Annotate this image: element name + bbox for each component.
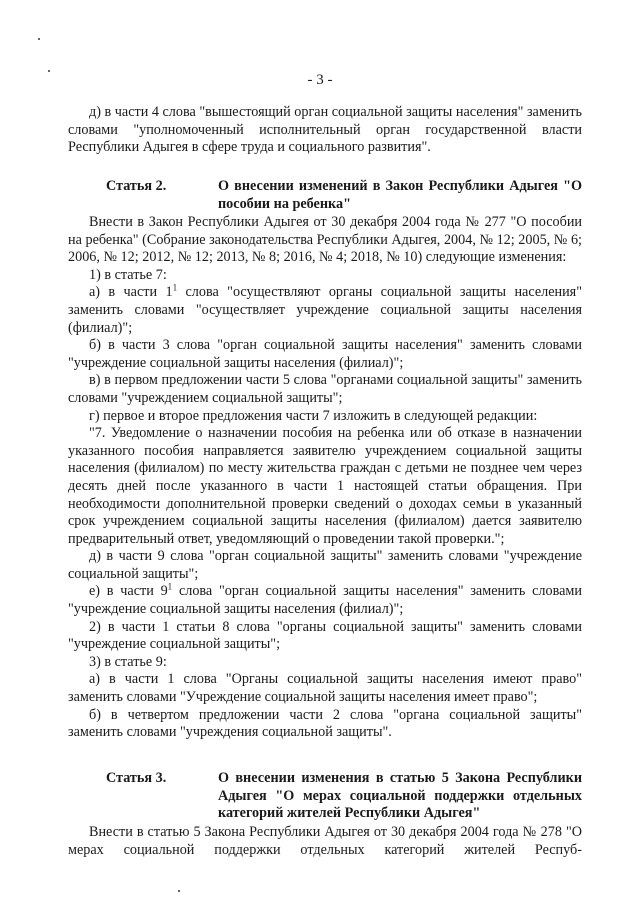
scan-speck	[38, 38, 40, 40]
paragraph: 1) в статье 7:	[89, 266, 167, 283]
paragraph: г) первое и второе предложения части 7 изложить в следующей редакции:	[89, 407, 538, 424]
paragraph: б) в четвертом предложении части 2 слова "органа социальной защиты" заменить словами "учреждения социальной защиты".	[68, 706, 582, 741]
paragraph: в) в первом предложении части 5 слова "органами социальной защиты" заменить словами "учреждением социальной защиты";	[68, 372, 582, 406]
paragraph-block-3	[68, 824, 582, 859]
text-fragment: слова "осуществляют органы социальной защиты населения" заменить словами "осуществляет учреждение социальной защиты населения (филиал)";	[68, 284, 583, 336]
article-number: Статья 2.	[106, 178, 167, 194]
paragraph: Внести в статью 5 Закона Республики Адыгея от 30 декабря 2004 года № 278 "О мерах социальной поддержки отдельных категорий жителей Респуб-	[68, 824, 582, 858]
article-2-heading	[68, 178, 582, 213]
article-3-heading	[68, 770, 582, 823]
page-number: - 3 -	[307, 72, 333, 88]
superscript: 1	[167, 581, 173, 592]
superscript: 1	[172, 282, 178, 293]
paragraph: а) в части 1 слова "Органы социальной защиты населения имеют право" заменить словами "Учреждение социальной защиты населения имеет право";	[68, 671, 582, 706]
article-title: О внесении изменений в Закон Республики Адыгея "О пособии на ребенка"	[218, 178, 582, 212]
paragraph: б) в части 3 слова "орган социальной защиты населения" заменить словами "учреждение социальной защиты населения (филиал)";	[68, 337, 582, 371]
paragraph-block-1	[68, 104, 582, 157]
text-fragment: е) в части 9	[89, 583, 168, 600]
paragraph-block-2	[68, 214, 582, 742]
paragraph: д) в части 9 слова "орган социальной защиты" заменить словами "учреждение социальной защиты";	[68, 548, 582, 582]
article-number: Статья 3.	[106, 770, 167, 786]
article-title: О внесении изменения в статью 5 Закона Республики Адыгея "О мерах социальной поддержки отдельных категорий жителей Республики Адыгея"	[218, 770, 582, 822]
paragraph: 2) в части 1 статьи 8 слова "органы социальной защиты" заменить словами "учреждение социальной защиты";	[68, 618, 582, 653]
paragraph: Внести в Закон Республики Адыгея от 30 декабря 2004 года № 277 "О пособии на ребенка" (Собрание законодательства Республики Адыгея, 2004, № 12; 2005, № 6; 2006, № 12; 2012, № 12; 2013, № 8; 2016, № 4; 2018, № 10) следующие изменения:	[68, 214, 582, 266]
text-fragment: слова "орган социальной защиты населения" заменить словами "учреждение социальной защиты населения (филиал)";	[68, 583, 582, 618]
paragraph: 3) в статье 9:	[89, 653, 167, 670]
paragraph: д) в части 4 слова "вышестоящий орган социальной защиты населения" заменить словами "уполномоченный исполнительный орган государственной власти Республики Адыгея в сфере труда и социального развития".	[68, 104, 582, 156]
paragraph-amend-e	[68, 583, 582, 618]
scan-speck	[178, 890, 180, 892]
paragraph-amend-a	[68, 284, 582, 337]
text-fragment: а) в части 1	[89, 284, 173, 301]
paragraph: "7. Уведомление о назначении пособия на ребенка или об отказе в назначении указанного пособия направляется заявителю учреждением социальной защиты населения (филиалом) по месту жительства граждан с детьми не позднее чем через десять дней после указанного в части 1 настоящей статьи обращения. При необходимости дополнительной проверки сведений о доходах семьи в указанный срок учреждением социальной защиты населения (филиалом) дается заявителю предварительный ответ, уведомляющий о проведении такой проверки.";	[68, 425, 582, 547]
